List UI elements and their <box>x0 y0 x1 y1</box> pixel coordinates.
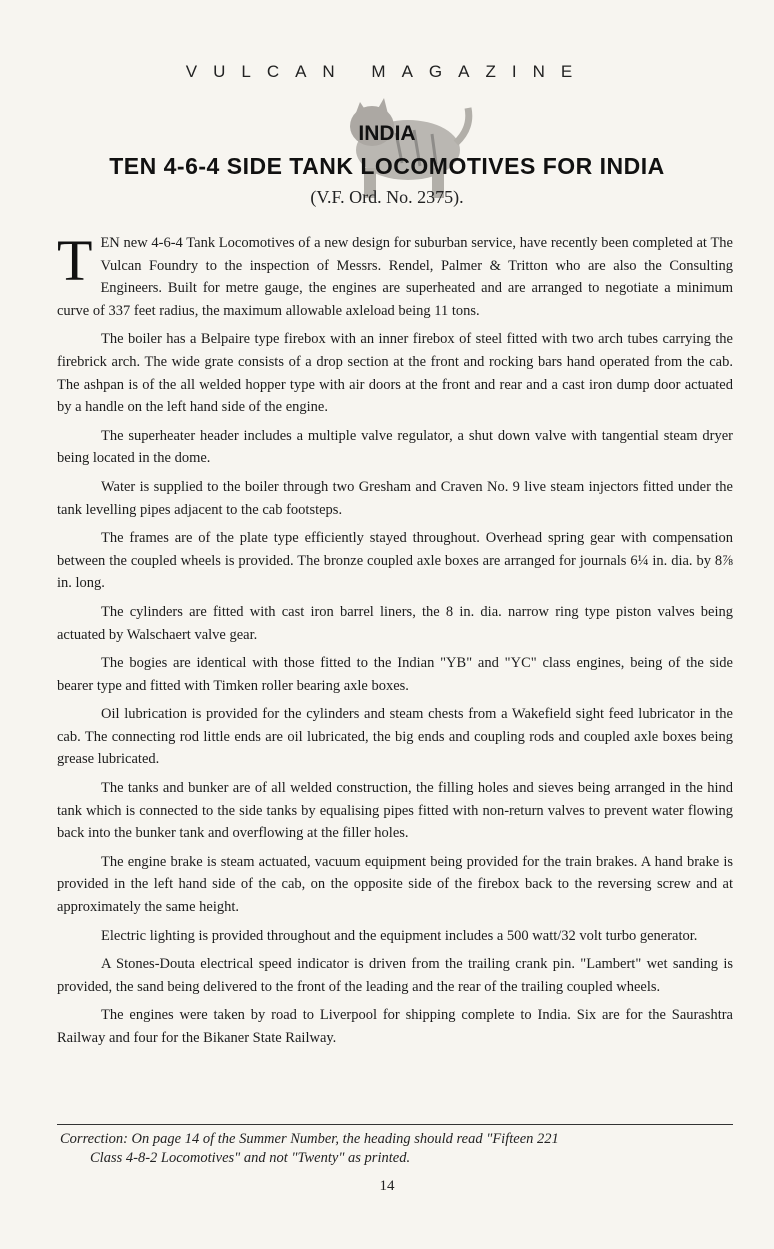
drop-cap: T <box>57 228 93 293</box>
order-reference: (V.F. Ord. No. 2375). <box>310 187 464 207</box>
paragraph: The superheater header includes a multiple valve regulator, a shut down valve with tangential steam dryer being located in the dome. <box>57 427 733 467</box>
paragraph: The cylinders are fitted with cast iron barrel liners, the 8 in. dia. narrow ring type piston valves being actuated by Walschaert valve gear. <box>57 603 733 643</box>
divider <box>57 1124 733 1125</box>
article-headline: TEN 4-6-4 SIDE TANK LOCOMOTIVES FOR INDIA <box>109 153 665 179</box>
paragraph: The engines were taken by road to Liverpool for shipping complete to India. Six are for the Saurashtra Railway and four for the Bikaner State Railway. <box>57 1007 733 1046</box>
paragraph: The engine brake is steam actuated, vacuum equipment being provided for the train brakes. A hand brake is provided in the left hand side of the cab, on the opposite side of the firebox back to the reversing screw and at approximately the same height. <box>57 853 733 916</box>
paragraph: Electric lighting is provided throughout and the equipment includes a 500 watt/32 volt turbo generator. <box>101 927 698 944</box>
intro-paragraph <box>57 228 733 322</box>
paragraph: A Stones-Douta electrical speed indicator is driven from the trailing crank pin. "Lambert" wet sanding is provided, the sand being delivered to the front of the leading and the rear of the trailing coupled wheels. <box>57 956 733 995</box>
correction-line-1: Correction: On page 14 of the Summer Number, the heading should read "Fifteen 221 <box>60 1131 559 1147</box>
paragraph: The bogies are identical with those fitted to the Indian "YB" and "YC" class engines, being of the side bearer type and fitted with Timken roller bearing axle boxes. <box>57 655 733 694</box>
section-label: INDIA <box>358 122 416 145</box>
correction-line-2: Class 4-8-2 Locomotives" and not "Twenty" as printed. <box>90 1150 411 1166</box>
correction-note <box>60 1130 736 1168</box>
paragraph: The boiler has a Belpaire type firebox with an inner firebox of steel fitted with two arch tubes carrying the firebrick arch. The wide grate consists of a drop section at the front and rocking bars hand operated from the cab. The ashpan is of the all welded hopper type with air doors at the front and rear and a cast iron dump door actuated by a handle on the left hand side of the engine. <box>57 331 733 416</box>
paragraph: The frames are of the plate type efficiently stayed throughout. Overhead spring gear with compensation between the coupled wheels is provided. The bronze coupled axle boxes are arranged for journals 6¼ in. dia. by 8⅞ in. long. <box>57 530 733 592</box>
paragraph: The tanks and bunker are of all welded construction, the filling holes and sieves being arranged in the hind tank which is connected to the side tanks by equalising pipes fitted with non-return valves to prevent water flowing back into the bunker tank and overflowing at the filler holes. <box>57 780 733 842</box>
intro-text: EN new 4-6-4 Tank Locomotives of a new design for suburban service, have recently been completed at The Vulcan Foundry to the inspection of Messrs. Rendel, Palmer & Tritton who are also the Consulting Engineers. Built for metre gauge, the engines are superheated and are arranged to negotiate a minimum curve of 337 feet radius, the maximum allowable axleload being 11 tons. <box>57 235 733 319</box>
page-number: 14 <box>379 1178 395 1194</box>
magazine-masthead: VULCAN MAGAZINE <box>185 62 589 81</box>
paragraph: Water is supplied to the boiler through two Gresham and Craven No. 9 live steam injectors fitted under the tank levelling pipes adjacent to the cab footsteps. <box>57 478 733 518</box>
article-body <box>57 228 733 1056</box>
paragraph: Oil lubrication is provided for the cylinders and steam chests from a Wakefield sight feed lubricator in the cab. The connecting rod little ends are oil lubricated, the big ends and coupling rods and coupled axle boxes being grease lubricated. <box>57 706 733 768</box>
